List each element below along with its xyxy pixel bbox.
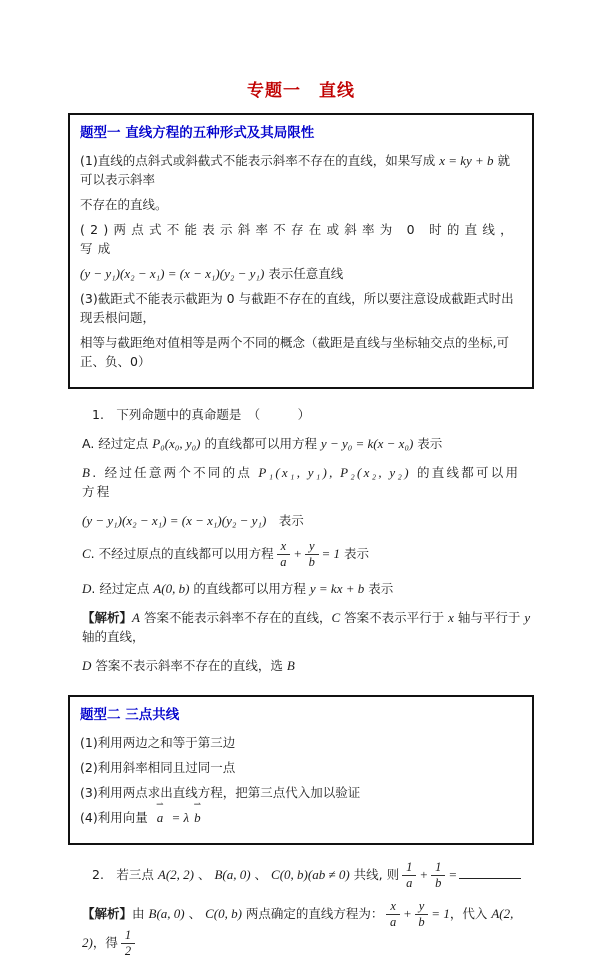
- fraction-numerator: 1: [121, 929, 135, 944]
- fraction: [305, 540, 319, 569]
- math-run: y: [524, 610, 531, 625]
- box1-line-1: [80, 151, 522, 189]
- text-run: A. 经过定点: [82, 436, 153, 451]
- math-run: = 1: [321, 546, 341, 561]
- math-run: +: [419, 867, 429, 882]
- fraction-denominator: 2: [124, 944, 132, 958]
- math-run: A(2, 2): [157, 867, 195, 882]
- text-run: 2. 若三点: [92, 867, 158, 882]
- page-title: 专题一 直线: [247, 81, 355, 101]
- fraction-denominator: b: [308, 555, 315, 569]
- box2-line-1: [80, 733, 522, 752]
- fraction-denominator: b: [418, 915, 425, 929]
- math-run: B(a, 0): [148, 906, 185, 921]
- topic-box-1: [68, 113, 534, 389]
- fraction: [415, 900, 429, 929]
- math-run: = 1: [431, 906, 450, 921]
- math-run: B(a, 0): [214, 867, 251, 882]
- math-run: P₀(x₀, y₀): [152, 436, 201, 451]
- question-1-analysis-line-2: [82, 656, 534, 675]
- text-run: 由: [132, 906, 149, 921]
- question-1-option-b-formula: [82, 511, 534, 530]
- math-run: C: [82, 546, 91, 561]
- box2-line-4: [80, 799, 522, 827]
- math-run: A(2, 2): [82, 906, 517, 950]
- text-run: 相等与截距绝对值相等是两个不同的概念（截距是直线与坐标轴交点的坐标,可正、负、0）: [80, 335, 509, 369]
- fraction-numerator: x: [277, 540, 291, 555]
- math-run: B: [82, 465, 93, 480]
- text-run: 表示: [364, 581, 394, 596]
- text-run: 共线, 则: [349, 867, 400, 882]
- math-run: +: [402, 906, 412, 921]
- box1-line-6: [80, 333, 522, 371]
- fraction-numerator: 1: [431, 861, 445, 876]
- text-run: 、: [194, 867, 215, 882]
- bold-label: 【解析】: [82, 906, 133, 921]
- text-run: . 经过任意两个不同的点: [92, 465, 259, 480]
- answer-blank: [459, 865, 521, 879]
- text-run: 的直线都可以用方程: [200, 436, 321, 451]
- question-2: [68, 861, 534, 958]
- text-run: 答案不表示平行于: [340, 610, 449, 625]
- math-run: A: [132, 610, 140, 625]
- fraction-numerator: y: [415, 900, 429, 915]
- math-run: = λ: [168, 810, 190, 825]
- text-run: 两点确定的直线方程为：: [241, 906, 384, 921]
- vector-letter: a: [156, 810, 164, 825]
- text-run: 轴与平行于: [453, 610, 525, 625]
- math-run: x = ky + b: [439, 153, 494, 168]
- text-run: 1. 下列命题中的真命题是 （ ）: [92, 407, 311, 422]
- fraction-numerator: y: [305, 540, 319, 555]
- text-run: (1)利用两边之和等于第三边: [80, 735, 236, 750]
- box1-line-3: [80, 220, 522, 258]
- fraction: [386, 900, 400, 929]
- question-1-option-c: [82, 540, 534, 569]
- text-run: (3)利用两点求出直线方程，把第三点代入加以验证: [80, 785, 361, 800]
- text-run: 、: [250, 867, 272, 882]
- math-run: (y − y₁)(x₂ − x₁) = (x − x₁)(y₂ − y₁): [82, 513, 267, 528]
- text-run: 答案不能表示斜率不存在的直线，: [139, 610, 332, 625]
- topic-box-2: [68, 695, 534, 845]
- vector-arrow-icon: ⇀: [156, 799, 164, 809]
- text-run: 表示: [340, 546, 370, 561]
- question-1-option-d: [82, 579, 534, 598]
- fraction: [121, 929, 135, 958]
- topic-1-heading: 题型一 直线方程的五种形式及其局限性: [80, 125, 315, 141]
- math-run: y = kx + b: [309, 581, 365, 596]
- text-run: 的直线都可以用方程: [82, 465, 521, 499]
- box2-line-3: [80, 783, 522, 802]
- text-run: (4)利用向量: [80, 810, 152, 825]
- text-run: 不存在的直线。: [80, 197, 168, 212]
- text-run: 、: [184, 906, 206, 921]
- math-run: +: [293, 546, 302, 561]
- math-run: B: [286, 658, 295, 673]
- box1-line-5: [80, 289, 522, 327]
- text-run: (3)截距式不能表示截距为 0 与截距不存在的直线，所以要注意设成截距式时出现丢根问题，: [80, 291, 514, 325]
- text-run: 答案不表示斜率不存在的直线，选: [91, 658, 287, 673]
- text-run: . 经过定点: [91, 581, 154, 596]
- box1-line-4: [80, 264, 522, 283]
- question-1: [68, 405, 534, 675]
- question-1-analysis-line-1: [82, 608, 534, 646]
- text-run: 表示任意直线: [264, 266, 344, 281]
- fraction: [402, 861, 416, 890]
- math-run: D: [82, 581, 92, 596]
- math-run: x: [448, 610, 454, 625]
- fraction: [277, 540, 291, 569]
- question-1-option-a: [82, 434, 534, 453]
- math-run: A(0, b): [153, 581, 190, 596]
- text-run: 表示: [266, 513, 304, 528]
- topic-2-heading: 题型二 三点共线: [80, 707, 180, 723]
- math-run: D: [82, 658, 92, 673]
- question-1-option-b: [82, 463, 534, 501]
- text-run: (2)利用斜率相同且过同一点: [80, 760, 236, 775]
- vector: [192, 799, 203, 827]
- question-2-analysis: [82, 900, 534, 958]
- text-run: ，得: [92, 935, 118, 950]
- fraction: [431, 861, 445, 890]
- text-run: ，代入: [449, 906, 492, 921]
- math-run: =: [448, 867, 458, 882]
- fraction-denominator: a: [390, 915, 397, 929]
- text-run: 就可以表示斜率: [80, 153, 511, 187]
- math-run: (y − y₁)(x₂ − x₁) = (x − x₁)(y₂ − y₁): [80, 266, 265, 281]
- text-run: . 不经过原点的直线都可以用方程: [90, 546, 274, 561]
- box1-line-2: [80, 195, 522, 214]
- text-run: 轴的直线，: [82, 610, 535, 644]
- vector: [155, 799, 166, 827]
- text-run: (1)直线的点斜式或斜截式不能表示斜率不存在的直线，如果写成: [80, 153, 440, 168]
- math-run: C: [331, 610, 341, 625]
- fraction-denominator: b: [435, 876, 442, 890]
- math-run: C(0, b): [205, 906, 242, 921]
- math-run: P₁(x₁, y₁), P₂(x₂, y₂): [258, 465, 411, 480]
- fraction-numerator: 1: [402, 861, 416, 876]
- bold-label: 【解析】: [82, 610, 133, 625]
- fraction-numerator: x: [386, 900, 400, 915]
- text-run: (2)两点式不能表示斜率不存在或斜率为 0 时的直线，写成: [80, 222, 518, 256]
- box2-line-2: [80, 758, 522, 777]
- vector-arrow-icon: ⇀: [193, 799, 202, 809]
- fraction-denominator: a: [280, 555, 287, 569]
- math-run: y − y₀ = k(x − x₀): [320, 436, 414, 451]
- text-run: 表示: [413, 436, 443, 451]
- text-run: 的直线都可以用方程: [189, 581, 310, 596]
- vector-letter: b: [194, 810, 201, 825]
- fraction-denominator: a: [406, 876, 413, 890]
- question-1-stem: [82, 405, 534, 424]
- math-run: C(0, b)(ab ≠ 0): [271, 867, 350, 882]
- question-2-stem: [82, 861, 534, 890]
